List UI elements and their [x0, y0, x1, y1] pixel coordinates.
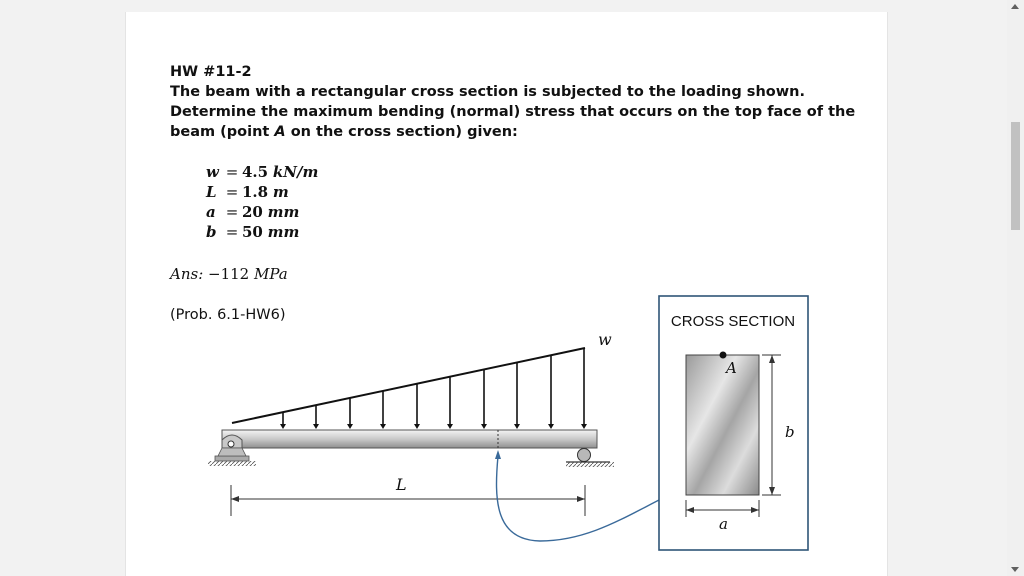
equals-sign: = — [225, 223, 239, 241]
cross-section-rectangle — [686, 355, 759, 495]
load-label: w — [598, 330, 612, 349]
roller-support — [566, 449, 614, 468]
load-arrowhead — [481, 424, 487, 429]
given-unit: m — [272, 183, 289, 201]
span-dimension — [231, 475, 585, 516]
given-unit: mm — [267, 203, 300, 221]
given-value: 20 — [242, 203, 263, 221]
cross-section-panel — [659, 296, 808, 550]
given-value: 1.8 — [242, 183, 269, 201]
point-a-label: A — [726, 359, 737, 377]
cross-section-title: CROSS SECTION — [670, 313, 796, 330]
problem-text-part: on the cross section) given: — [285, 124, 518, 140]
load-arrowhead — [380, 424, 386, 429]
span-label: L — [396, 475, 407, 494]
ground-hatch — [566, 462, 614, 467]
point-a-marker — [720, 352, 727, 359]
problem-reference: (Prob. 6.1-HW6) — [170, 307, 286, 323]
equals-sign: = — [225, 203, 239, 221]
given-unit: mm — [267, 223, 300, 241]
leader-arrowhead — [495, 450, 501, 459]
answer-label: Ans: — [170, 265, 204, 283]
distributed-load — [232, 330, 612, 429]
load-arrowhead — [347, 424, 353, 429]
given-variable: L — [206, 183, 217, 201]
problem-text-part: beam (point — [170, 124, 275, 140]
given-unit: kN/m — [272, 163, 319, 181]
width-label: a — [719, 515, 728, 533]
vertical-scrollbar[interactable] — [1007, 0, 1024, 576]
scrollbar-thumb[interactable] — [1011, 122, 1020, 230]
roller-icon — [578, 449, 591, 462]
equals-sign: = — [225, 163, 239, 181]
load-arrowhead — [548, 424, 554, 429]
scroll-down-icon[interactable] — [1011, 567, 1019, 572]
point-a-reference: A — [274, 124, 286, 140]
load-arrowhead — [514, 424, 520, 429]
pin-icon — [228, 441, 234, 447]
problem-text-line-2: Determine the maximum bending (normal) stress that occurs on the top face of the — [170, 104, 856, 120]
load-arrowhead — [581, 424, 587, 429]
given-value: 4.5 — [242, 163, 269, 181]
problem-text-line-1: The beam with a rectangular cross section is subjected to the loading shown. — [170, 84, 805, 100]
given-variable: a — [206, 203, 216, 221]
load-arrowhead — [447, 424, 453, 429]
answer-value: −112 — [208, 265, 250, 283]
scroll-up-icon[interactable] — [1011, 4, 1019, 9]
load-top-line — [232, 348, 585, 423]
pin-base — [215, 456, 249, 461]
given-value: 50 — [242, 223, 263, 241]
given-variable: w — [206, 163, 219, 181]
load-arrowhead — [313, 424, 319, 429]
height-label: b — [785, 423, 795, 441]
dimension-arrowhead — [231, 496, 239, 502]
load-arrowhead — [414, 424, 420, 429]
answer-unit: MPa — [254, 265, 288, 283]
load-arrowhead — [280, 424, 286, 429]
homework-title: HW #11-2 — [170, 64, 252, 80]
given-variable: b — [206, 223, 217, 241]
pin-block — [218, 448, 246, 456]
equals-sign: = — [225, 183, 239, 201]
beam — [222, 430, 597, 448]
ground-hatch — [208, 461, 256, 466]
dimension-arrowhead — [577, 496, 585, 502]
